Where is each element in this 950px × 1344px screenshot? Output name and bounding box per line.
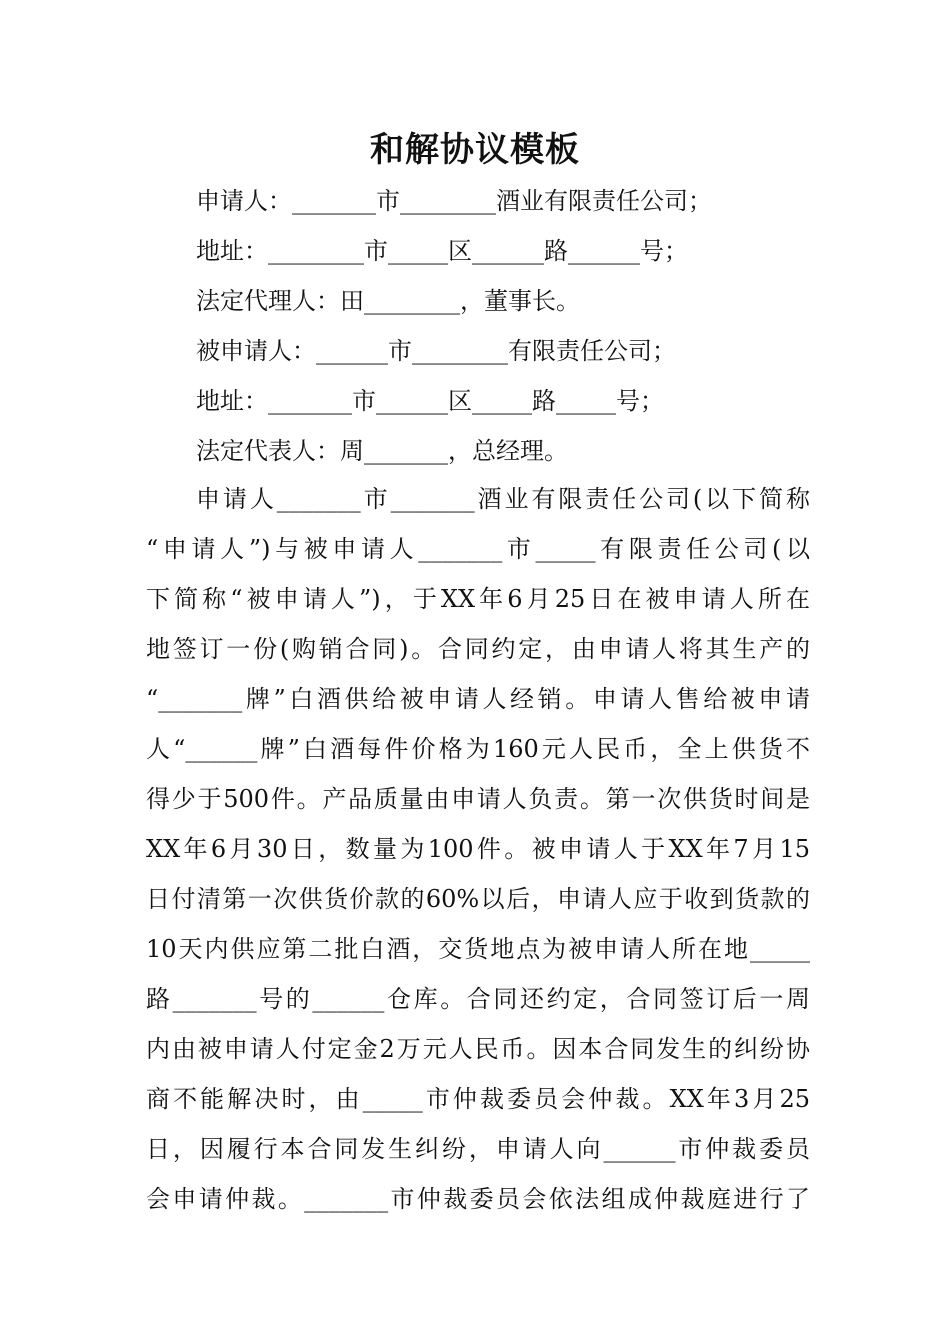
body-paragraph-line: 地签订一份(购销合同)。合同约定，由申请人将其生产的 bbox=[146, 635, 810, 663]
body-paragraph-line: “_______牌”白酒供给被申请人经销。申请人售给被申请 bbox=[146, 685, 810, 713]
body-paragraph-line: 路_______号的______仓库。合同还约定，合同签订后一周 bbox=[146, 985, 810, 1013]
applicant-legal-representative-line: 法定代理人：田________，董事长。 bbox=[196, 287, 580, 315]
respondent-line: 被申请人：______市________有限责任公司； bbox=[196, 337, 676, 365]
body-paragraph-line: 商不能解决时，由_____市仲裁委员会仲裁。XX年3月25 bbox=[146, 1085, 810, 1113]
body-paragraph-line: 人“______牌”白酒每件价格为160元人民币，全上供货不 bbox=[146, 735, 810, 763]
applicant-address-line: 地址：________市_____区______路______号； bbox=[196, 237, 688, 265]
body-paragraph-line: 10天内供应第二批白酒，交货地点为被申请人所在地_____ bbox=[146, 935, 810, 963]
body-paragraph-line: 内由被申请人付定金2万元人民币。因本合同发生的纠纷协 bbox=[146, 1035, 810, 1063]
body-paragraph-line: 申请人_______市_______酒业有限责任公司(以下简称 bbox=[196, 485, 810, 513]
document-title: 和解协议模板 bbox=[370, 130, 580, 170]
body-paragraph-line: 下简称“被申请人”)，于XX年6月25日在被申请人所在 bbox=[146, 585, 810, 613]
body-paragraph-line: “申请人”)与被申请人_______市_____有限责任公司(以 bbox=[146, 535, 810, 563]
respondent-legal-representative-line: 法定代表人：周_______，总经理。 bbox=[196, 437, 568, 465]
body-paragraph-line: 日付清第一次供货价款的60%以后，申请人应于收到货款的 bbox=[146, 885, 810, 913]
body-paragraph-line: 得少于500件。产品质量由申请人负责。第一次供货时间是 bbox=[146, 785, 810, 813]
applicant-line: 申请人：_______市________酒业有限责任公司； bbox=[196, 187, 712, 215]
body-paragraph-line: 会申请仲裁。_______市仲裁委员会依法组成仲裁庭进行了 bbox=[146, 1185, 810, 1213]
respondent-address-line: 地址：_______市______区_____路_____号； bbox=[196, 387, 664, 415]
body-paragraph-line: XX年6月30日，数量为100件。被申请人于XX年7月15 bbox=[146, 835, 810, 863]
body-paragraph-line: 日，因履行本合同发生纠纷，申请人向______市仲裁委员 bbox=[146, 1135, 810, 1163]
